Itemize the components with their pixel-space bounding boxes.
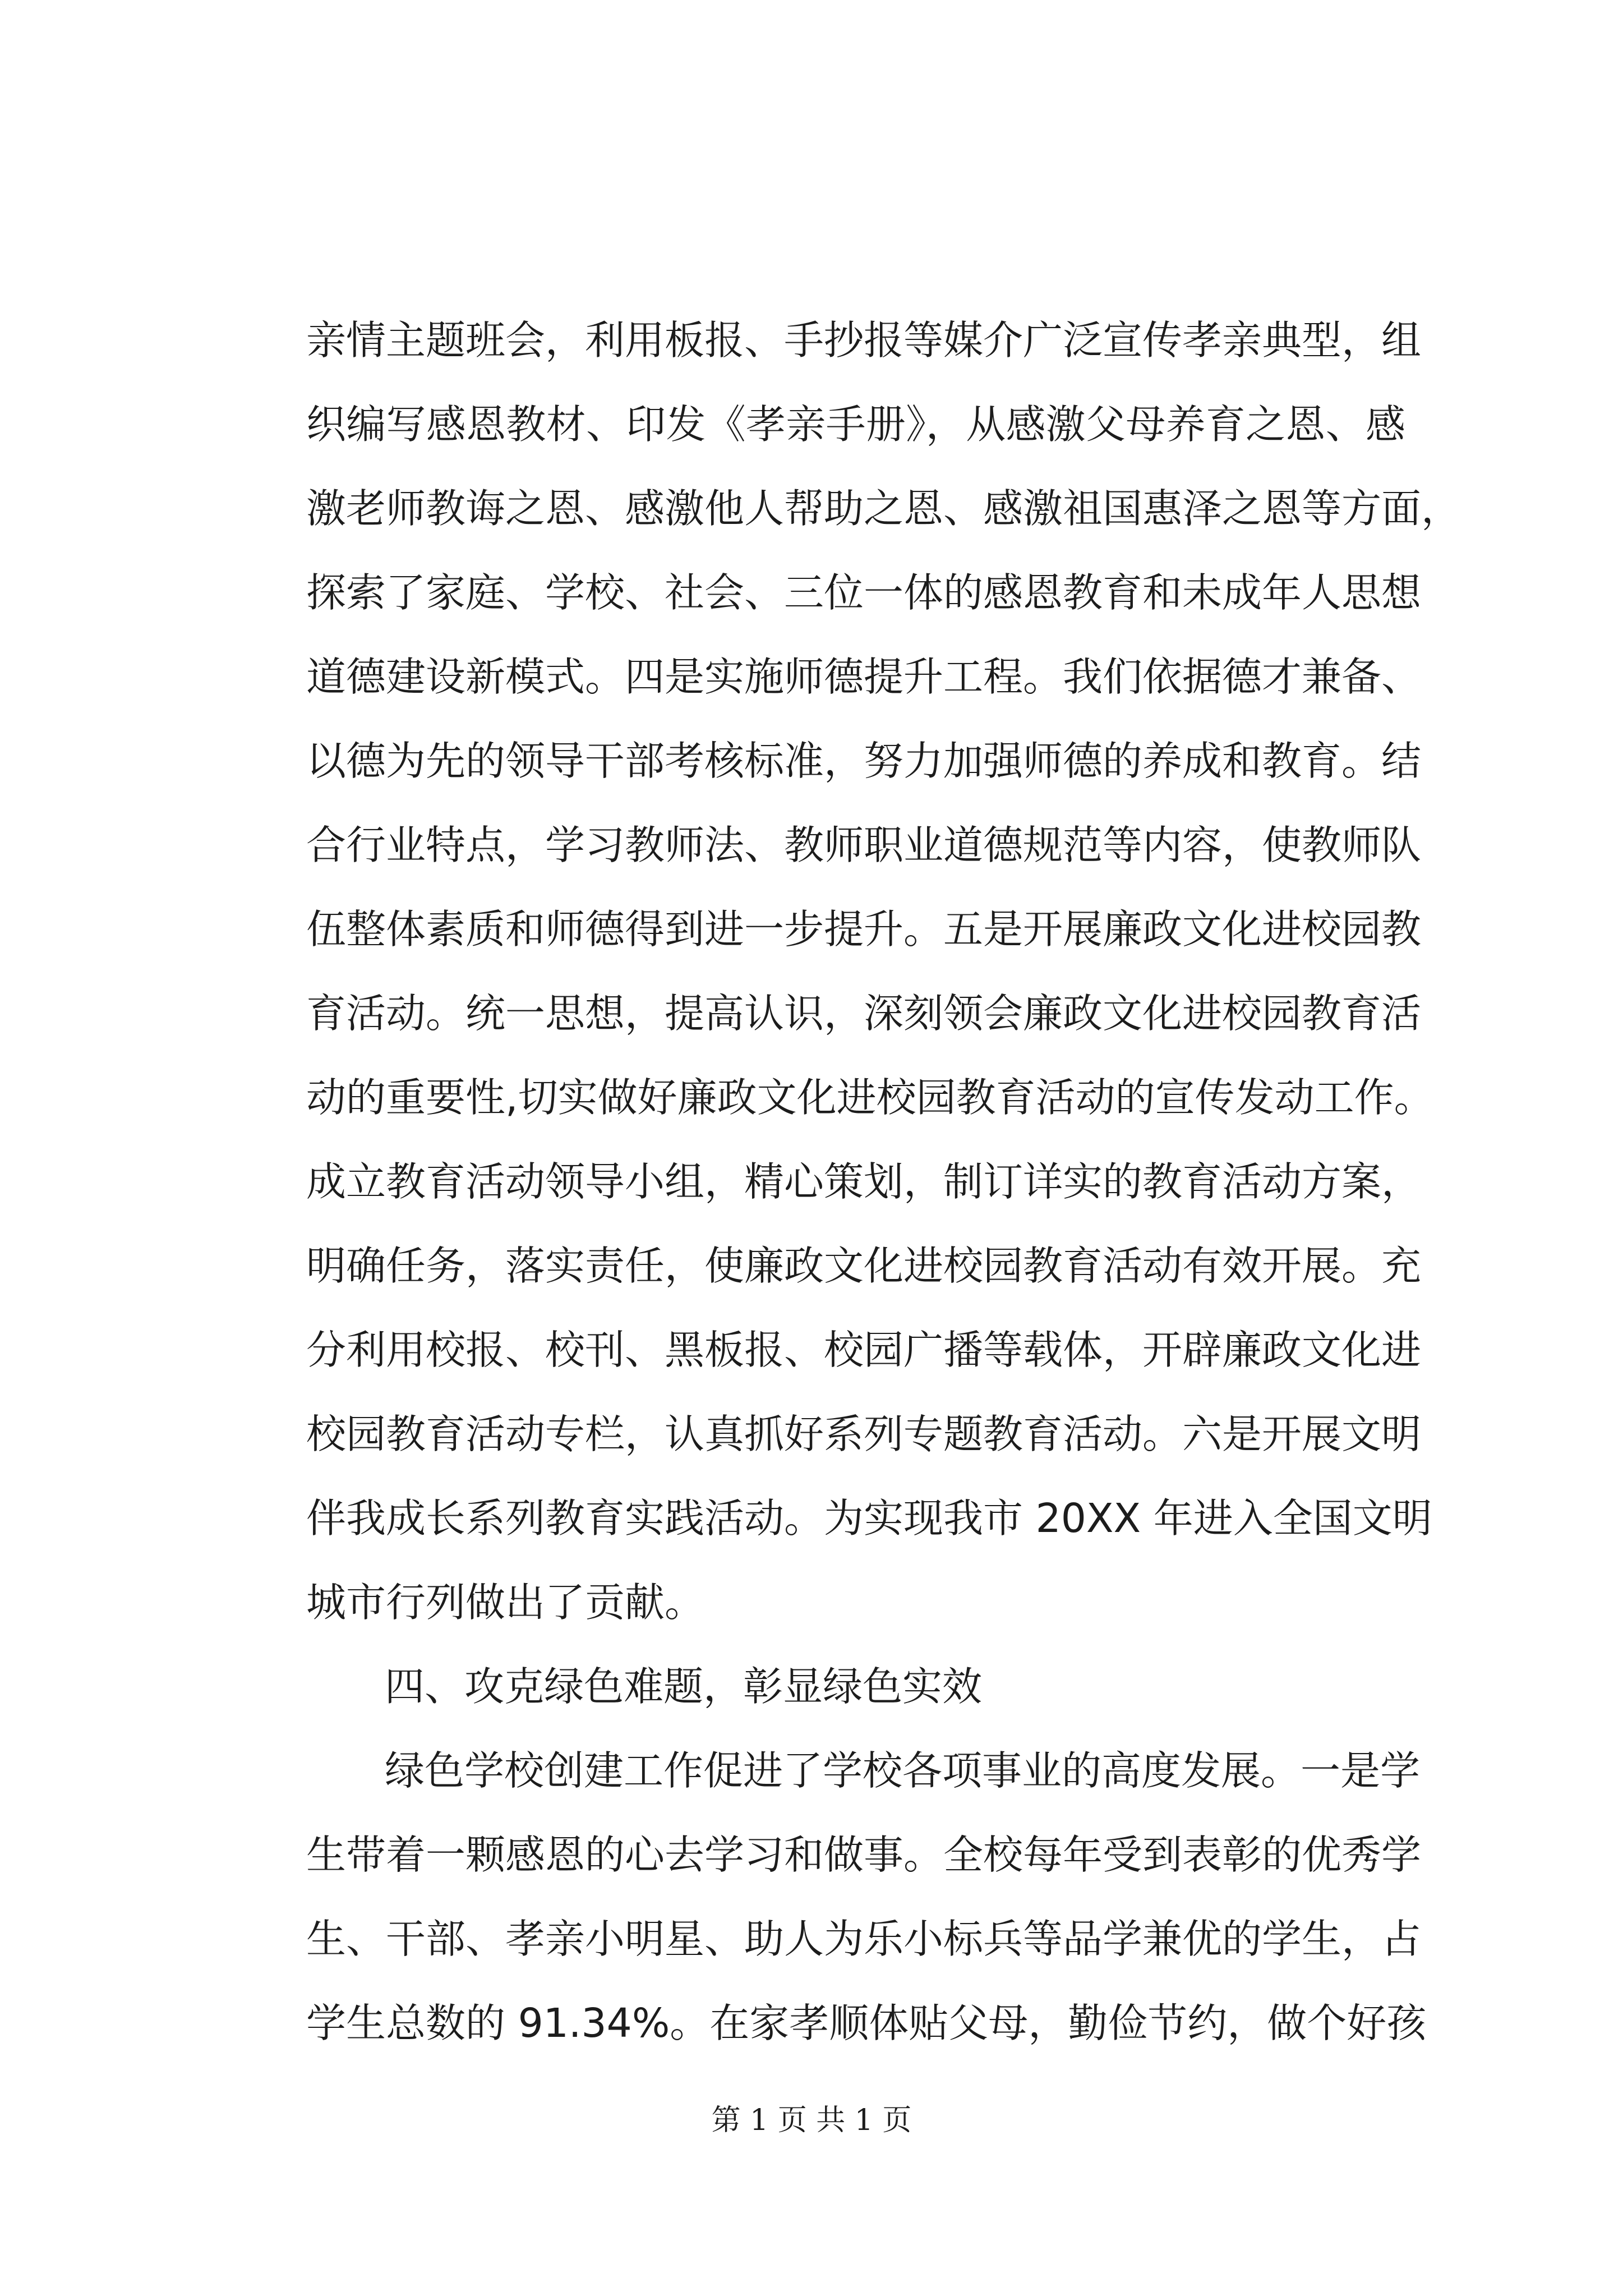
body-line: 伴我成长系列教育实践活动。为实现我市 20XX 年进入全国文明 — [306, 1495, 1432, 1542]
body-line: 生、干部、孝亲小明星、助人为乐小标兵等品学兼优的学生，占 — [306, 1916, 1422, 1962]
body-line: 激老师教诲之恩、感激他人帮助之恩、感激祖国惠泽之恩等方面， — [306, 485, 1461, 532]
body-line: 分利用校报、校刊、黑板报、校园广播等载体，开辟廉政文化进 — [306, 1327, 1422, 1373]
body-line: 绿色学校创建工作促进了学校各项事业的高度发展。一是学 — [385, 1747, 1421, 1794]
body-line: 生带着一颗感恩的心去学习和做事。全校每年受到表彰的优秀学 — [306, 1832, 1422, 1878]
body-line: 亲情主题班会，利用板报、手抄报等媒介广泛宣传孝亲典型，组 — [306, 317, 1422, 364]
body-line: 校园教育活动专栏，认真抓好系列专题教育活动。六是开展文明 — [306, 1411, 1422, 1457]
body-line: 探索了家庭、学校、社会、三位一体的感恩教育和未成年人思想 — [306, 569, 1422, 616]
body-line: 伍整体素质和师德得到进一步提升。五是开展廉政文化进校园教 — [306, 906, 1422, 953]
body-line: 织编写感恩教材、印发《孝亲手册》，从感激父母养育之恩、感 — [306, 401, 1405, 448]
body-line: 城市行列做出了贡献。 — [306, 1579, 705, 1626]
body-line: 成立教育活动领导小组，精心策划，制订详实的教育活动方案， — [306, 1158, 1422, 1205]
body-line: 育活动。统一思想，提高认识，深刻领会廉政文化进校园教育活 — [306, 990, 1422, 1037]
body-line: 学生总数的 91.34%。在家孝顺体贴父母，勤俭节约，做个好孩 — [306, 2000, 1427, 2046]
body-line: 以德为先的领导干部考核标准，努力加强师德的养成和教育。结 — [306, 738, 1422, 784]
page-number-footer: 第 1 页 共 1 页 — [711, 2104, 912, 2137]
body-line: 合行业特点，学习教师法、教师职业道德规范等内容，使教师队 — [306, 822, 1422, 868]
body-line: 动的重要性,切实做好廉政文化进校园教育活动的宣传发动工作。 — [306, 1074, 1434, 1121]
section-heading: 四、攻克绿色难题，彰显绿色实效 — [385, 1663, 983, 1710]
body-line: 明确任务，落实责任，使廉政文化进校园教育活动有效开展。充 — [306, 1243, 1422, 1289]
body-line: 道德建设新模式。四是实施师德提升工程。我们依据德才兼备、 — [306, 654, 1422, 700]
